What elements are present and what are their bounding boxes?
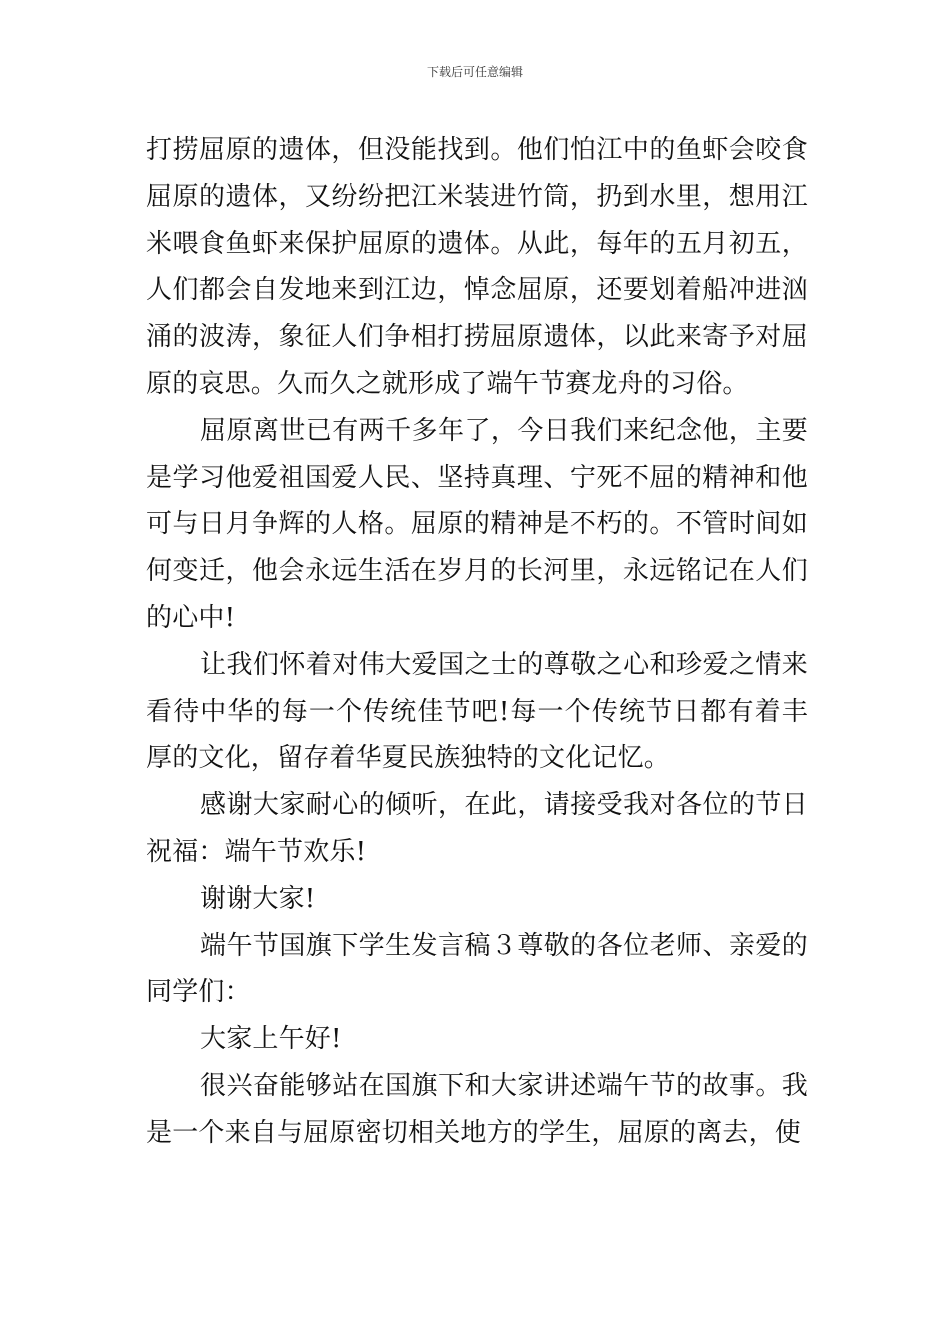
paragraph-continuation: 打捞屈原的遗体，但没能找到。他们怕江中的鱼虾会咬食屈原的遗体，又纷纷把江米装进竹筒，扔到水里，想用江米喂食鱼虾来保护屈原的遗体。从此，每年的五月初五，人们都会自发地来到江边，悼念屈原，还要划着船冲进汹涌的波涛，象征人们争相打捞屈原遗体，以此来寄予对屈原的哀思。久而久之就形成了端午节赛龙舟的习俗。	[146, 135, 808, 399]
paragraph: 屈原离世已有两千多年了，今日我们来纪念他，主要是学习他爱祖国爱人民、坚持真理、宁死不屈的精神和他可与日月争辉的人格。屈原的精神是不朽的。不管时间如何变迁，他会永远生活在岁月的长河里，永远铭记在人们的心中!	[146, 415, 808, 633]
paragraph-greeting: 大家上午好!	[200, 1024, 342, 1055]
paragraph: 感谢大家耐心的倾听，在此，请接受我对各位的节日祝福：端午节欢乐!	[146, 790, 808, 867]
paragraph: 谢谢大家!	[200, 883, 316, 914]
document-body	[146, 127, 808, 1157]
paragraph-speech-title: 端午节国旗下学生发言稿３尊敬的各位老师、亲爱的同学们：	[146, 930, 808, 1008]
page-header: 下载后可任意编辑	[426, 65, 523, 79]
paragraph: 让我们怀着对伟大爱国之士的尊敬之心和珍爱之情来看待中华的每一个传统佳节吧!每一个传统节日都有着丰厚的文化，留存着华夏民族独特的文化记忆。	[146, 649, 808, 774]
paragraph: 很兴奋能够站在国旗下和大家讲述端午节的故事。我是一个来自与屈原密切相关地方的学生，屈原的离去，使	[146, 1070, 808, 1148]
